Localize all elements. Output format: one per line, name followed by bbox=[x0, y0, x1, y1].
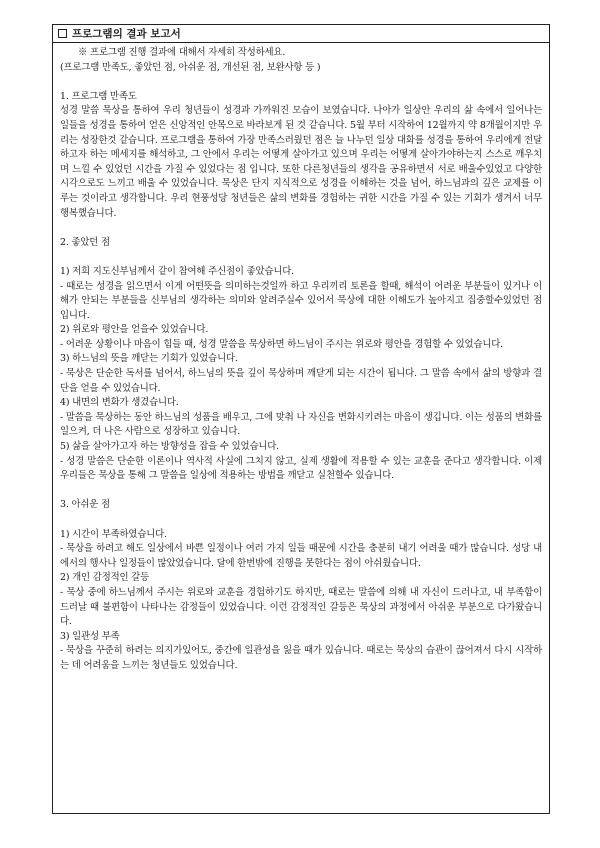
section-heading-satisfaction: 1. 프로그램 만족도 bbox=[60, 90, 137, 102]
good-point-text: - 묵상은 단순한 독서를 넘어서, 하느님의 뜻을 깊이 묵상하며 깨닫게 되는 시간이 됩니다. 그 말씀 속에서 삶의 방향과 결단을 얻을 수 있었습니다. bbox=[60, 368, 542, 394]
good-point-text: - 말씀을 묵상하는 동안 하느님의 성품을 배우고, 그에 맞춰 나 자신을 변화시키려는 마음이 생깁니다. 이는 성품의 변화를 일으켜, 더 나은 사람으로 성장하고 있습니다. bbox=[60, 411, 542, 438]
regret-text: - 묵상을 꾸준히 하려는 의지가있어도, 중간에 일관성을 잃을 때가 있습니다. 때로는 묵상의 습관이 끊어져서 다시 시작하는 데 어려움을 느끼는 청년들도 있었습니다. bbox=[60, 645, 542, 671]
good-point-text: - 성경 말씀은 단순한 이론이나 역사적 사실에 그치지 않고, 실제 생활에 적용할 수 있는 교훈을 준다고 생각합니다. 이제 우리들은 묵상을 통해 그 말씀을 일상에 적용하는 방법을 깨닫고 실천할수 있습니다. bbox=[60, 455, 542, 482]
form-header bbox=[53, 25, 549, 43]
regret-title: 2) 개인 감정적인 갈등 bbox=[60, 572, 150, 584]
intro-note: ※ 프로그램 진행 결과에 대해서 자세히 작성하세요. bbox=[78, 47, 286, 58]
intro-guide: (프로그램 만족도, 좋았던 점, 아쉬운 점, 개선된 점, 보완사항 등 ) bbox=[60, 61, 321, 73]
good-point-title: 5) 삶을 살아가고자 하는 방향성을 잡을 수 있었습니다. bbox=[60, 441, 279, 453]
form-title: 프로그램의 결과 보고서 bbox=[72, 28, 181, 40]
checkbox-square-icon bbox=[58, 29, 67, 38]
good-point-text: - 어려운 상황이나 마음이 힘들 때, 성경 말씀을 묵상하면 하느님이 주시는 위로와 평안을 경험할 수 있었습니다. bbox=[60, 338, 504, 350]
report-form bbox=[52, 24, 550, 814]
section-heading-good-points: 2. 좋았던 점 bbox=[60, 236, 110, 248]
good-point-title: 1) 저희 지도신부님께서 같이 참여해 주신점이 좋았습니다. bbox=[60, 265, 294, 277]
good-point-title: 3) 하느님의 뜻을 깨닫는 기회가 있었습니다. bbox=[60, 353, 238, 365]
regret-text: - 묵상을 하려고 해도 일상에서 바쁜 일정이나 여러 가지 일들 때문에 시간을 충분히 내기 어려울 때가 많습니다. 성당 내에서의 행사나 일정들이 많았었습니다. 달에 한번밖에 진행을 못한다는 점이 아쉬웠습니다. bbox=[60, 543, 542, 569]
good-point-title: 2) 위로와 평안을 얻을수 있었습니다. bbox=[60, 324, 209, 336]
form-body bbox=[53, 43, 549, 674]
good-point-title: 4) 내면의 변화가 생겼습니다. bbox=[60, 397, 179, 409]
section-text-satisfaction: 성경 말씀 묵상을 통하여 우리 청년들이 성경과 가까워진 모습이 보였습니다. 나아가 일상안 우리의 삶 속에서 일어나는 일들을 성경을 통하여 얻은 신앙적인 안목으로 바라보게 된 것 같습니다. 5월 부터 시작하여 12월까지 약 8개월이지만 우리는 성장한것 같습니다. 프로그램을 통하여 가장 만족스러웠던 점은 늘 나누던 일상 대화를 성경을 통하여 우리에게 전달하고자 하는 메세지를 해석하고, 그 안에서 우리는 어떻게 살아가고 있으며 우리는 어떻게 살아가야하는지 스스로 깨우치며 느낄 수 있었던 시간을 가질 수 있었다는 점 입니다. 또한 다른청년들의 생각을 공유하면서 서로 배울수있었고 다양한 시각으로도 느끼고 배울 수 있었습니다. 묵상은 단지 지식적으로 성경을 이해하는 것을 넘어, 하느님과의 깊은 교제를 이루는 것이라고 생각합니다. 우리 현풍성당 청년들은 삶의 변화를 경험하는 귀한 시간을 가질 수 있는 기회가 생겨서 너무 행복했습니다. bbox=[60, 105, 542, 219]
section-heading-regrets: 3. 아쉬운 점 bbox=[60, 499, 110, 511]
regret-text: - 묵상 중에 하느님께서 주시는 위로와 교훈을 경험하기도 하지만, 때로는 말씀에 의해 내 자신이 드러나고, 내 부족함이 드러날 때 불편함이 나타나는 감정들이 있었습니다. 이런 감정적인 갈등은 묵상의 과정에서 아쉬운 부분으로 다가왔습니다. bbox=[60, 586, 542, 628]
regret-title: 1) 시간이 부족하였습니다. bbox=[60, 528, 167, 540]
regret-title: 3) 일관성 부족 bbox=[60, 630, 120, 642]
good-point-text: - 때로는 성경을 읽으면서 이게 어떤뜻을 의미하는것일까 하고 우리끼리 토론을 할때, 해석이 어려운 부분들이 있거나 이해가 안되는 부분들을 신부님의 생각하는 의미와 알려주실수 있어서 묵상에 대한 이해도가 높아지고 집중할수있었던 점 입니다. bbox=[60, 280, 542, 321]
